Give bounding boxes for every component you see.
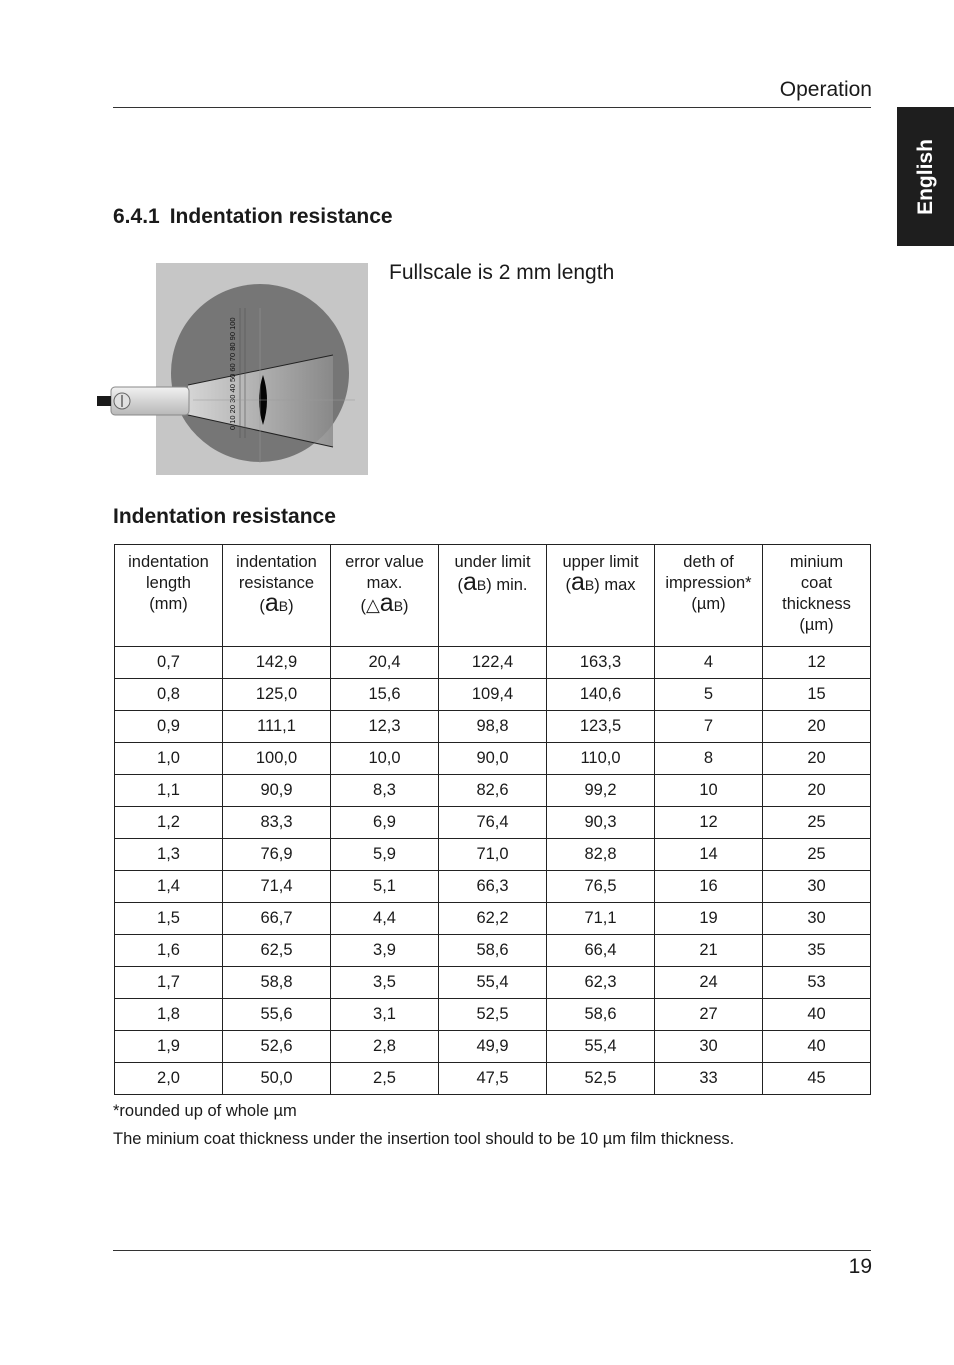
table-cell: 8 (655, 743, 763, 775)
note-text: The minium coat thickness under the insertion tool should to be 10 µm film thickness. (113, 1130, 735, 1148)
header-line: max. (366, 574, 403, 592)
table-cell: 55,4 (439, 967, 547, 999)
header-line: (mm) (149, 595, 188, 613)
running-header: Operation (779, 78, 872, 101)
table-cell: 8,3 (331, 775, 439, 807)
header-symbol: (aB) max (565, 568, 636, 596)
table-cell: 3,9 (331, 935, 439, 967)
table-cell: 1,1 (115, 775, 223, 807)
table-cell: 122,4 (439, 647, 547, 679)
table-cell: 1,5 (115, 903, 223, 935)
table-cell: 52,6 (223, 1031, 331, 1063)
table-cell: 110,0 (547, 743, 655, 775)
table-cell: 100,0 (223, 743, 331, 775)
table-cell: 82,6 (439, 775, 547, 807)
table-cell: 90,9 (223, 775, 331, 807)
header-line: upper limit (562, 553, 639, 571)
table-cell: 25 (763, 807, 871, 839)
footer-rule (113, 1250, 871, 1251)
table-row (115, 999, 871, 1031)
table-cell: 76,4 (439, 807, 547, 839)
header-line: thickness (782, 595, 851, 613)
section-heading (113, 205, 393, 229)
table-cell: 52,5 (439, 999, 547, 1031)
table-cell: 0,8 (115, 679, 223, 711)
table-cell: 142,9 (223, 647, 331, 679)
table-cell: 6,9 (331, 807, 439, 839)
indentation-figure (93, 263, 368, 475)
table-cell: 90,0 (439, 743, 547, 775)
table-cell: 58,6 (547, 999, 655, 1031)
table-cell: 15 (763, 679, 871, 711)
table-cell: 20,4 (331, 647, 439, 679)
table-cell: 98,8 (439, 711, 547, 743)
header-line: (µm) (691, 595, 726, 613)
table-cell: 12 (763, 647, 871, 679)
table-cell: 20 (763, 775, 871, 807)
table-row (115, 807, 871, 839)
table-cell: 47,5 (439, 1063, 547, 1095)
table-cell: 1,7 (115, 967, 223, 999)
column-header (547, 545, 655, 647)
table-cell: 1,6 (115, 935, 223, 967)
header-line: minium (789, 553, 844, 571)
header-line: (µm) (799, 616, 834, 634)
table-cell: 16 (655, 871, 763, 903)
table-cell: 71,1 (547, 903, 655, 935)
table-row (115, 839, 871, 871)
table-cell: 1,0 (115, 743, 223, 775)
table-cell: 58,6 (439, 935, 547, 967)
table-cell: 40 (763, 999, 871, 1031)
table-cell: 140,6 (547, 679, 655, 711)
table-cell: 24 (655, 967, 763, 999)
table-cell: 25 (763, 839, 871, 871)
header-line: indentation (236, 553, 317, 571)
table-cell: 76,5 (547, 871, 655, 903)
header-rule (113, 107, 871, 108)
table-cell: 12 (655, 807, 763, 839)
table-cell: 40 (763, 1031, 871, 1063)
table-cell: 4 (655, 647, 763, 679)
table-cell: 0,7 (115, 647, 223, 679)
probe-knob (97, 396, 111, 406)
table-row (115, 647, 871, 679)
language-tab-label: English (913, 138, 937, 215)
table-cell: 50,0 (223, 1063, 331, 1095)
table-cell: 58,8 (223, 967, 331, 999)
table-cell: 4,4 (331, 903, 439, 935)
table-cell: 1,4 (115, 871, 223, 903)
table-cell: 14 (655, 839, 763, 871)
table-cell: 76,9 (223, 839, 331, 871)
table-cell: 62,2 (439, 903, 547, 935)
column-header (115, 545, 223, 647)
table-cell: 71,0 (439, 839, 547, 871)
table-cell: 49,9 (439, 1031, 547, 1063)
table-cell: 27 (655, 999, 763, 1031)
table-row (115, 679, 871, 711)
table-cell: 30 (763, 903, 871, 935)
table-row (115, 871, 871, 903)
table-cell: 66,4 (547, 935, 655, 967)
table-cell: 125,0 (223, 679, 331, 711)
table-cell: 62,3 (547, 967, 655, 999)
table-cell: 55,6 (223, 999, 331, 1031)
indentation-resistance-table (114, 544, 871, 1095)
table-row (115, 935, 871, 967)
table-cell: 35 (763, 935, 871, 967)
table-cell: 99,2 (547, 775, 655, 807)
table-cell: 19 (655, 903, 763, 935)
table-cell: 123,5 (547, 711, 655, 743)
table-cell: 66,7 (223, 903, 331, 935)
table-cell: 5,9 (331, 839, 439, 871)
indentation-illustration (93, 263, 368, 475)
header-line: indentation (128, 553, 209, 571)
table-cell: 109,4 (439, 679, 547, 711)
table-cell: 10,0 (331, 743, 439, 775)
figure-caption: Fullscale is 2 mm length (389, 261, 615, 284)
header-symbol: (aB) min. (457, 568, 528, 596)
table-row (115, 775, 871, 807)
table-title: Indentation resistance (113, 505, 336, 528)
language-tab (897, 107, 954, 246)
table-cell: 2,0 (115, 1063, 223, 1095)
table-cell: 12,3 (331, 711, 439, 743)
header-symbol: (aB) (259, 589, 294, 617)
table-header-row (115, 545, 871, 647)
header-line: under limit (454, 553, 531, 571)
table-cell: 55,4 (547, 1031, 655, 1063)
table-cell: 1,2 (115, 807, 223, 839)
table-row (115, 711, 871, 743)
scale-labels: 0 10 20 30 40 50 60 70 80 90 100 (228, 317, 237, 430)
table-body (115, 647, 871, 1095)
table-cell: 33 (655, 1063, 763, 1095)
table-cell: 30 (655, 1031, 763, 1063)
table-cell: 2,5 (331, 1063, 439, 1095)
header-symbol: (△aB) (360, 589, 409, 617)
table-cell: 62,5 (223, 935, 331, 967)
table-cell: 2,8 (331, 1031, 439, 1063)
column-header (655, 545, 763, 647)
table-row (115, 967, 871, 999)
table-cell: 82,8 (547, 839, 655, 871)
table-cell: 7 (655, 711, 763, 743)
table-cell: 111,1 (223, 711, 331, 743)
column-header (763, 545, 871, 647)
table-cell: 21 (655, 935, 763, 967)
table-cell: 5 (655, 679, 763, 711)
header-line: error value (345, 553, 424, 571)
table-cell: 90,3 (547, 807, 655, 839)
header-line: deth of (683, 553, 734, 571)
header-line: impression* (665, 574, 752, 592)
table-cell: 66,3 (439, 871, 547, 903)
table-cell: 163,3 (547, 647, 655, 679)
table-cell: 10 (655, 775, 763, 807)
table-cell: 1,3 (115, 839, 223, 871)
table-cell: 83,3 (223, 807, 331, 839)
table-cell: 52,5 (547, 1063, 655, 1095)
table-cell: 53 (763, 967, 871, 999)
page-number: 19 (848, 1255, 872, 1278)
table-row (115, 743, 871, 775)
table-cell: 45 (763, 1063, 871, 1095)
column-header (223, 545, 331, 647)
column-header (439, 545, 547, 647)
table-cell: 30 (763, 871, 871, 903)
table-cell: 15,6 (331, 679, 439, 711)
table-cell: 20 (763, 743, 871, 775)
section-title: Indentation resistance (169, 205, 393, 228)
footnote: *rounded up of whole µm (113, 1102, 297, 1120)
header-line: length (146, 574, 191, 592)
header-line: coat (800, 574, 833, 592)
table-cell: 20 (763, 711, 871, 743)
table-cell: 3,1 (331, 999, 439, 1031)
table-cell: 5,1 (331, 871, 439, 903)
column-header (331, 545, 439, 647)
table-cell: 0,9 (115, 711, 223, 743)
table-row (115, 903, 871, 935)
table-row (115, 1031, 871, 1063)
table-cell: 1,9 (115, 1031, 223, 1063)
header-line: resistance (238, 574, 315, 592)
table-cell: 71,4 (223, 871, 331, 903)
table-row (115, 1063, 871, 1095)
table-cell: 1,8 (115, 999, 223, 1031)
table-cell: 3,5 (331, 967, 439, 999)
section-number: 6.4.1 (113, 205, 160, 228)
